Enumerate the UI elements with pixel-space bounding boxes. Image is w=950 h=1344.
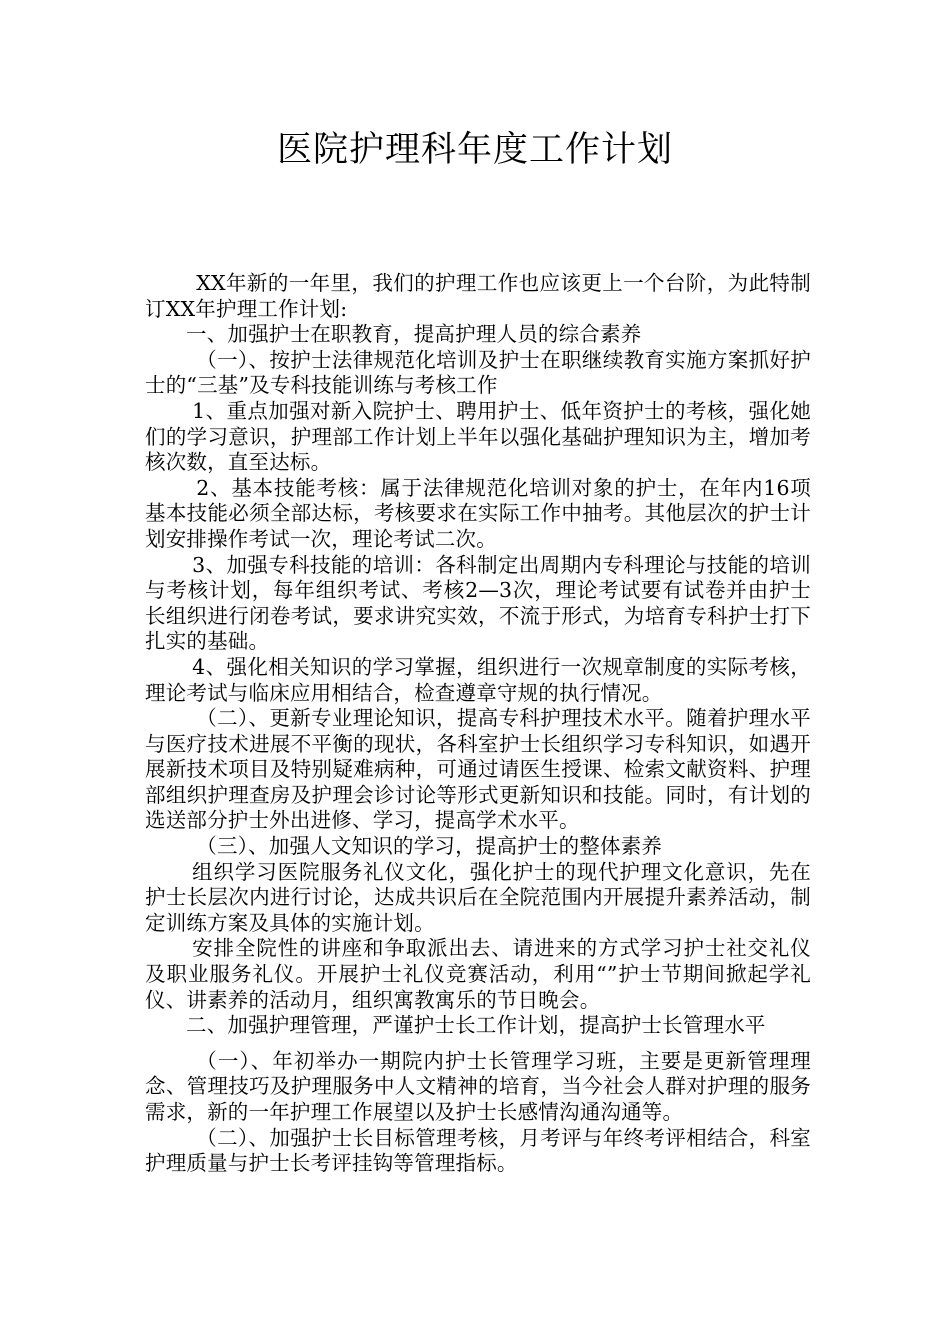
subsection-paragraph: （二）、加强护士长目标管理考核，月考评与年终考评相结合，科室护理质量与护士长考评挂钩等管理指标。 — [145, 1125, 811, 1176]
subsection-heading: （一）、按护士法律规范化培训及护士在职继续教育实施方案抓好护士的“三基”及专科技能训练与考核工作 — [145, 347, 811, 398]
document-body — [145, 271, 811, 1177]
paragraph: 组织学习医院服务礼仪文化，强化护士的现代护理文化意识，先在护士长层次内进行讨论，达成共识后在全院范围内开展提升素养活动，制定训练方案及具体的实施计划。 — [145, 859, 811, 935]
paragraph: 2、基本技能考核：属于法律规范化培训对象的护士，在年内16项基本技能必须全部达标，考核要求在实际工作中抽考。其他层次的护士计划安排操作考试一次，理论考试二次。 — [145, 475, 811, 551]
section-heading: 一、加强护士在职教育，提高护理人员的综合素养 — [186, 322, 642, 347]
paragraph: 3、加强专科技能的培训：各科制定出周期内专科理论与技能的培训与考核计划，每年组织考试、考核2—3次，理论考试要有试卷并由护士长组织进行闭卷考试，要求讲究实效，不流于形式，为培育专科护士打下扎实的基础。 — [145, 552, 811, 654]
paragraph: 4、强化相关知识的学习掌握，组织进行一次规章制度的实际考核，理论考试与临床应用相结合，检查遵章守规的执行情况。 — [145, 654, 811, 705]
subsection-heading: （三）、加强人文知识的学习，提高护士的整体素养 — [196, 834, 663, 859]
subsection-paragraph: （一）、年初举办一期院内护士长管理学习班，主要是更新管理理念、管理技巧及护理服务中人文精神的培育，当今社会人群对护理的服务需求，新的一年护理工作展望以及护士长感情沟通沟通等。 — [145, 1048, 811, 1124]
subsection-paragraph: （二）、更新专业理论知识，提高专科护理技术水平。随着护理水平与医疗技术进展不平衡的现状，各科室护士长组织学习专科知识，如遇开展新技术项目及特别疑难病种，可通过请医生授课、检索文献资料、护理部组织护理查房及护理会诊讨论等形式更新知识和技能。同时，有计划的选送部分护士外出进修、学习，提高学术水平。 — [145, 706, 811, 833]
section-heading: 二、加强护理管理，严谨护士长工作计划，提高护士长管理水平 — [186, 1013, 766, 1038]
paragraph: 安排全院性的讲座和争取派出去、请进来的方式学习护士社交礼仪及职业服务礼仪。开展护士礼仪竞赛活动，利用“”护士节期间掀起学礼仪、讲素养的活动月，组织寓教寓乐的节日晚会。 — [145, 936, 811, 1012]
paragraph: XX年新的一年里，我们的护理工作也应该更上一个台阶，为此特制订XX年护理工作计划: — [145, 271, 811, 321]
document-title: 医院护理科年度工作计划 — [276, 130, 673, 170]
paragraph: 1、重点加强对新入院护士、聘用护士、低年资护士的考核，强化她们的学习意识，护理部工作计划上半年以强化基础护理知识为主，增加考核次数，直至达标。 — [145, 398, 811, 475]
